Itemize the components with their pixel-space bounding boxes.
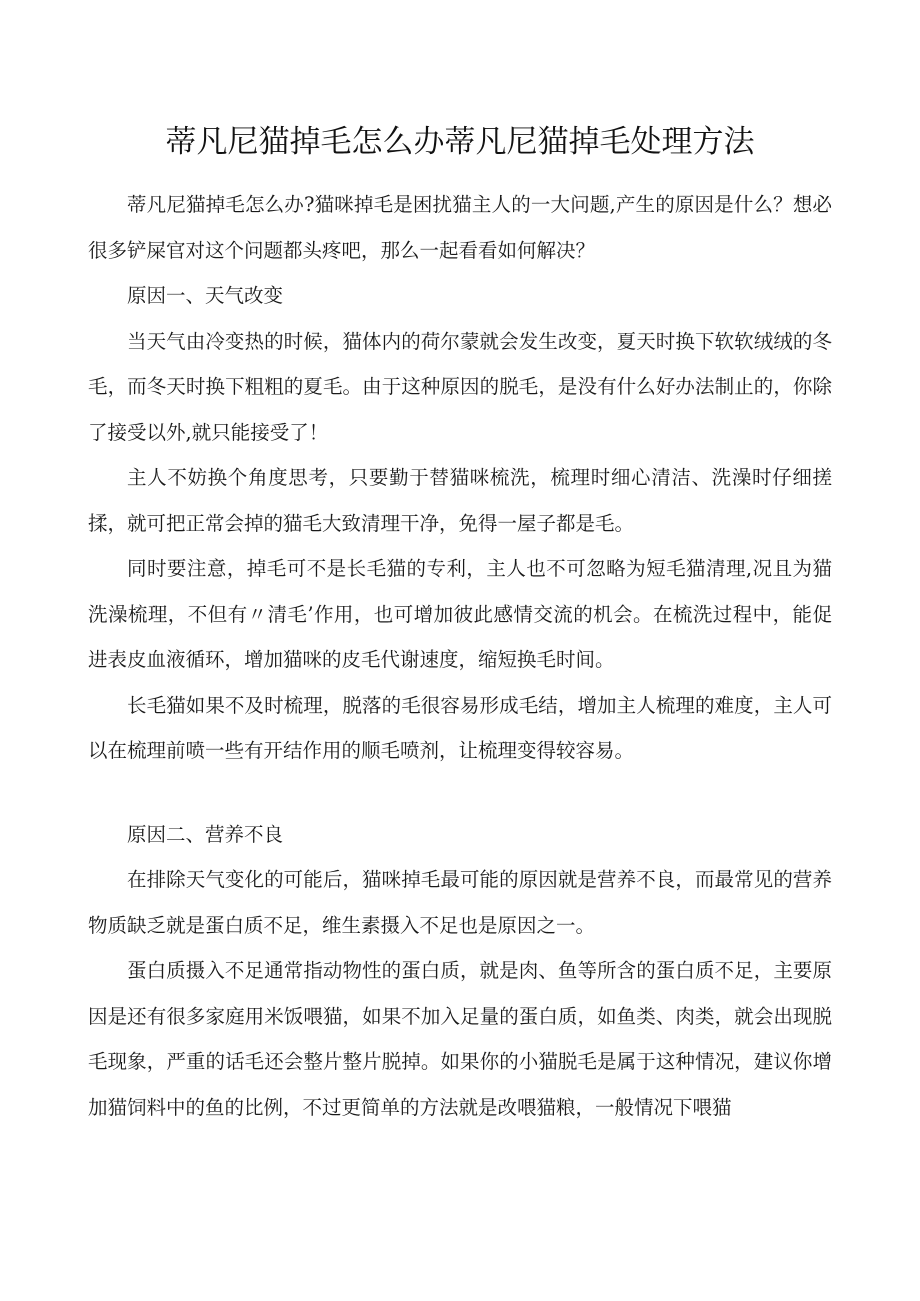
body-paragraph: 蛋白质摄入不足通常指动物性的蛋白质，就是肉、鱼等所含的蛋白质不足，主要原因是还有很多家庭用米饭喂猫，如果不加入足量的蛋白质，如鱼类、肉类，就会出现脱毛现象，严重的话毛还会整片整片脱掉。如果你的小猫脱毛是属于这种情况，建议你增加猫饲料中的鱼的比例，不过更简单的方法就是改喂猫粮，一般情况下喂猫 — [88, 959, 832, 1119]
document-title: 蒂凡尼猫掉毛怎么办蒂凡尼猫掉毛处理方法 — [165, 124, 755, 160]
intro-paragraph: 蒂凡尼猫掉毛怎么办?猫咪掉毛是困扰猫主人的一大问题,产生的原因是什么？想必很多铲屎官对这个问题都头疼吧，那么一起看看如何解决？ — [88, 193, 832, 262]
section-heading-weather: 原因一、天气改变 — [127, 284, 284, 307]
body-paragraph: 长毛猫如果不及时梳理，脱落的毛很容易形成毛结，增加主人梳理的难度，主人可以在梳理前喷一些有开结作用的顺毛喷剂，让梳理变得较容易。 — [88, 693, 832, 762]
body-paragraph: 同时要注意，掉毛可不是长毛猫的专利，主人也不可忽略为短毛猫清理,况且为猫洗澡梳理，不但有〃清毛’作用，也可增加彼此感情交流的机会。在梳洗过程中，能促进表皮血液循环，增加猫咪的皮毛代谢速度，缩短换毛时间。 — [88, 557, 832, 671]
section-heading-nutrition: 原因二、营养不良 — [127, 822, 284, 846]
body-paragraph: 主人不妨换个角度思考，只要勤于替猫咪梳洗，梳理时细心清洁、洗澡时仔细搓揉，就可把正常会掉的猫毛大致清理干净，免得一屋子都是毛。 — [88, 466, 832, 535]
body-paragraph: 在排除天气变化的可能后，猫咪掉毛最可能的原因就是营养不良，而最常见的营养物质缺乏就是蛋白质不足，维生素摄入不足也是原因之一。 — [88, 868, 832, 937]
body-paragraph: 当天气由冷变热的时候，猫体内的荷尔蒙就会发生改变，夏天时换下软软绒绒的冬毛，而冬天时换下粗粗的夏毛。由于这种原因的脱毛，是没有什么好办法制止的，你除了接受以外,就只能接受了！ — [88, 329, 832, 444]
section-spacer — [88, 774, 832, 812]
